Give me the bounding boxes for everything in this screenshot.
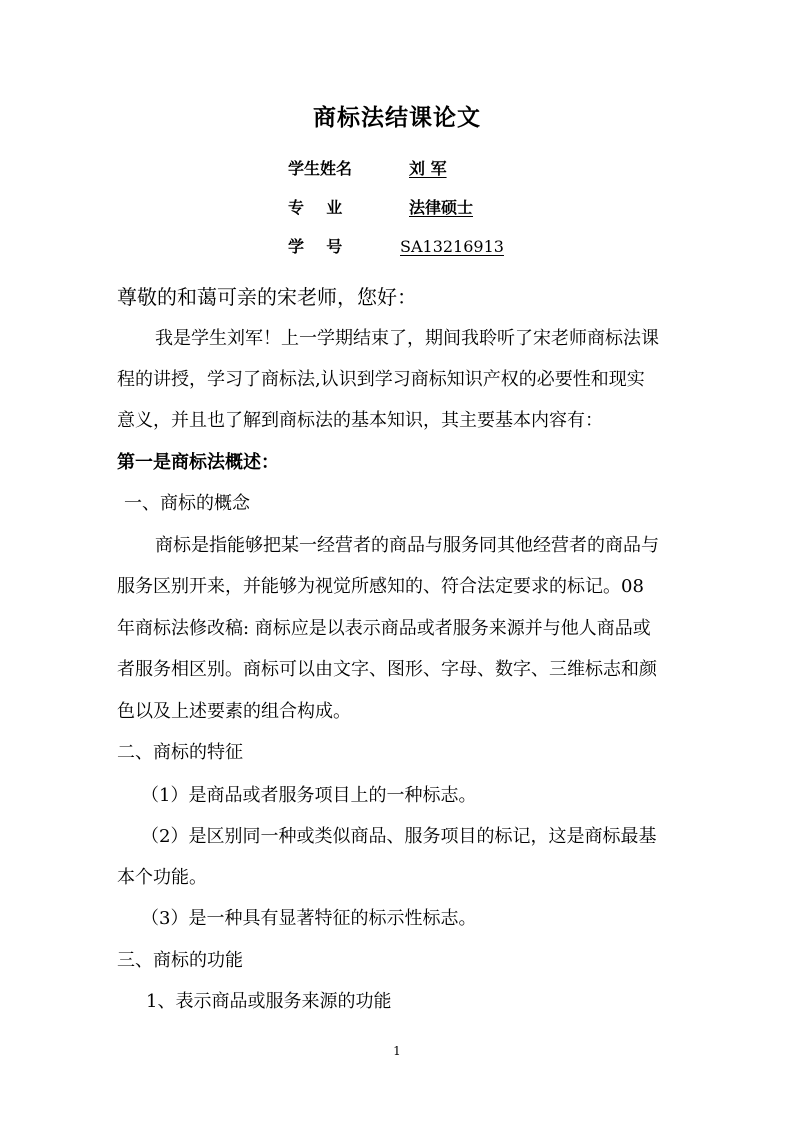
major-value: 法律硕士 (409, 198, 474, 217)
list-item: 本个功能。 (117, 867, 207, 888)
list-item: （1）是商品或者服务项目上的一种标志。 (141, 785, 477, 806)
list-item: （2）是区别同一种或类似商品、服务项目的标记，这是商标最基 (141, 826, 657, 847)
subsection-heading: 三、商标的功能 (117, 950, 243, 971)
paragraph-line: 者服务相区别。商标可以由文字、图形、字母、数字、三维标志和颜 (117, 659, 657, 680)
intro-line: 我是学生刘军！上一学期结束了，期间我聆听了宋老师商标法课 (155, 328, 659, 349)
subsection-heading: 二、商标的特征 (117, 742, 243, 763)
page-number: 1 (393, 1044, 401, 1058)
greeting: 尊敬的和蔼可亲的宋老师，您好： (117, 285, 417, 309)
student-name-label: 学生姓名 (288, 159, 353, 178)
subsection-heading: 一、商标的概念 (124, 493, 250, 514)
list-item: 1、表示商品或服务来源的功能 (146, 991, 392, 1012)
document-title: 商标法结课论文 (313, 104, 481, 131)
student-name-value: 刘 军 (409, 159, 447, 178)
paragraph-line: 年商标法修改稿: 商标应是以表示商品或者服务来源并与他人商品或 (117, 618, 651, 639)
student-id-value: SA13216913 (400, 237, 504, 256)
paragraph-line: 服务区别开来，并能够为视觉所感知的、符合法定要求的标记。08 (117, 576, 644, 597)
paragraph-line: 色以及上述要素的组合构成。 (117, 701, 351, 722)
major-label: 专 业 (288, 198, 343, 217)
section-heading: 第一是商标法概述： (117, 452, 279, 473)
student-id-label: 学 号 (288, 237, 343, 256)
intro-line: 程的讲授，学习了商标法,认识到学习商标知识产权的必要性和现实 (117, 369, 645, 390)
intro-line: 意义，并且也了解到商标法的基本知识，其主要基本内容有： (117, 410, 603, 431)
list-item: （3）是一种具有显著特征的标示性标志。 (141, 908, 477, 929)
paragraph-line: 商标是指能够把某一经营者的商品与服务同其他经营者的商品与 (155, 535, 659, 556)
